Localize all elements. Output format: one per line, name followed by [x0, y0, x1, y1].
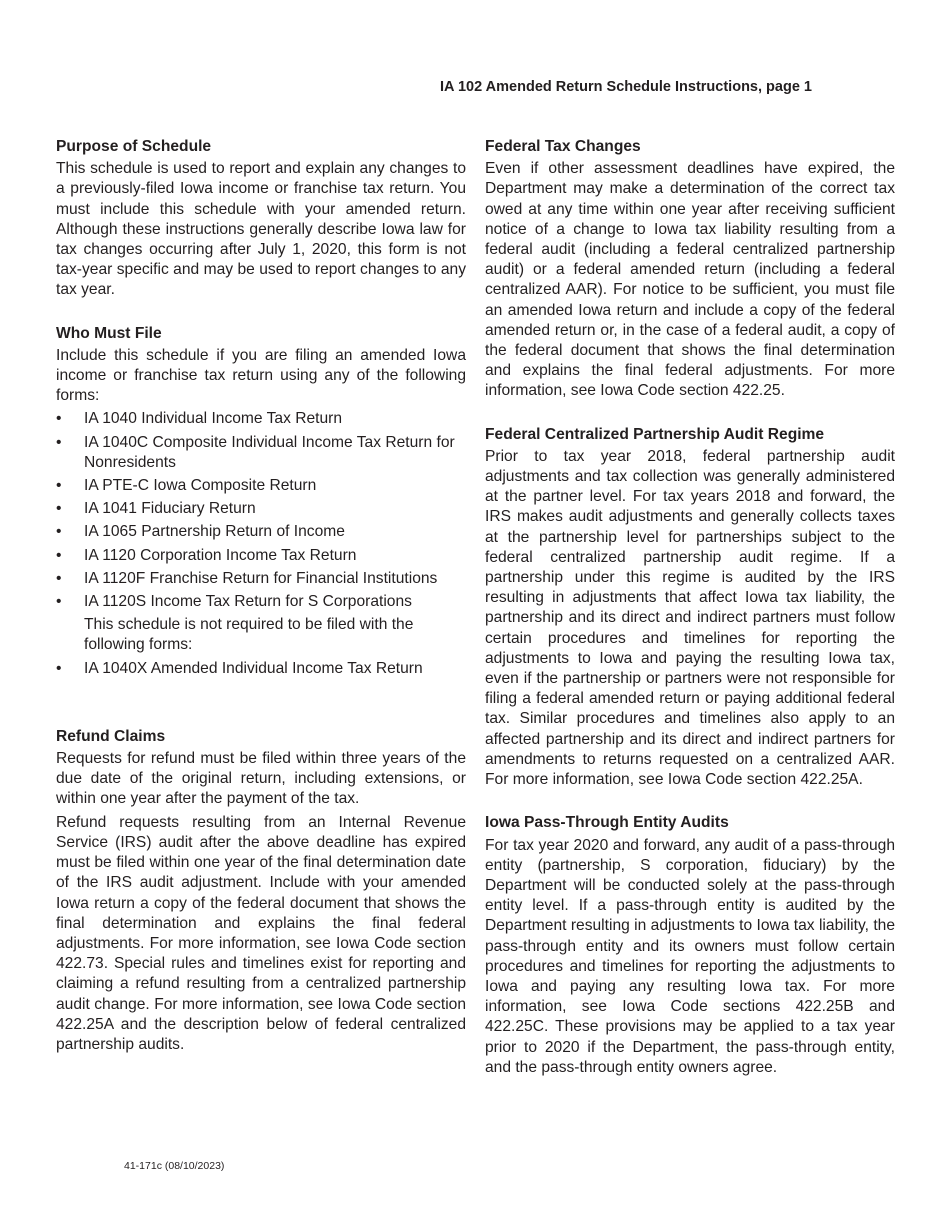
form-name: IA 1120F Franchise Return for Financial Institutions — [84, 569, 438, 587]
federal-tax-changes-text: Even if other assessment deadlines have expired, the Department may make a determination of the correct tax owed at any time within one year after receiving sufficient notice of a change to Iowa tax liability resulting from a federal audit (including a federal centralized partnership audit) or a federal amended return (including a federal centralized AAR). For notice to be sufficient, you must file an amended Iowa return and include a copy of the federal amended return or, in the case of a federal audit, a copy of the federal document that shows the final determination and explains the final federal adjustments. For more information, see Iowa Code section 422.25. — [485, 160, 895, 400]
purpose-text: This schedule is used to report and explain any changes to a previously-filed Iowa income or franchise tax return. You must include this schedule with your amended return. Although these instructions generally describe Iowa law for tax changes occurring after July 1, 2020, this form is not tax-year specific and may be used to report changes to any tax year. — [56, 160, 466, 299]
bullet-icon: • — [56, 659, 62, 677]
bullet-icon: • — [56, 477, 62, 495]
not-required-note: This schedule is not required to be filed with the following forms: — [84, 616, 414, 654]
section-centralized-audit — [485, 425, 895, 791]
pass-through-audits-text: For tax year 2020 and forward, any audit of a pass-through entity (partnership, S corporation, fiduciary) by the Department will be conducted solely at the pass-through entity level. If a pass-through entity is audited by the Department resulting in adjustments to Iowa tax liability, the pass-through entity and its owners must follow certain procedures and timelines for reporting the adjustments to Iowa and paying any resulting Iowa tax. For more information, see Iowa Code sections 422.25B and 422.25C. These provisions may be applied to a tax year prior to 2020 if the Department, the pass-through entity, and the pass-through entity owners agree. — [485, 836, 895, 1076]
form-name: IA 1041 Fiduciary Return — [84, 500, 256, 518]
centralized-audit-heading: Federal Centralized Partnership Audit Regime — [485, 425, 825, 443]
who-must-file-heading: Who Must File — [56, 324, 162, 342]
bullet-icon: • — [56, 523, 62, 541]
bullet-icon: • — [56, 410, 62, 428]
bullet-icon: • — [56, 433, 62, 451]
list-item — [56, 592, 466, 612]
bullet-icon: • — [56, 569, 62, 587]
list-item — [56, 659, 466, 679]
bullet-icon: • — [56, 500, 62, 518]
refund-claims-text-2: Refund requests resulting from an Internal Revenue Service (IRS) audit after the above deadline has expired must be filed within one year of the final determination date of the IRS audit adjustment. Include with your amended Iowa return a copy of the federal document that shows the final determination and explains the final federal adjustments. For more information, see Iowa Code section 422.73. Special rules and timelines exist for reporting and claiming a refund resulting from a centralized partnership audit change. For more information, see Iowa Code section 422.25A and the description below of federal centralized partnership audits. — [56, 813, 466, 1053]
list-item — [56, 522, 466, 542]
list-item — [56, 569, 466, 589]
list-item — [56, 433, 466, 473]
form-name: IA 1040X Amended Individual Income Tax Return — [84, 659, 423, 677]
form-code: 41-171c (08/10/2023) — [124, 1160, 225, 1172]
refund-claims-text-1: Requests for refund must be filed within three years of the due date of the original return, including extensions, or within one year after the payment of the tax. — [56, 750, 466, 808]
centralized-audit-text: Prior to tax year 2018, federal partnership audit adjustments and tax collection was generally administered at the partner level. For tax years 2018 and forward, the IRS makes audit adjustments and generally collects taxes at the partnership level for partnerships subject to the federal centralized partnership audit regime. If a partnership under this regime is audited by the IRS resulting in adjustments that affect Iowa tax liability, the partnership and its direct and indirect partners must follow certain procedures and timelines for reporting the adjustments to Iowa and paying the resulting Iowa tax, even if the partnership or partners were not responsible for filing a federal amended return or paying additional federal tax. Similar procedures and timelines also apply to an affected partnership and its direct and indirect partners for amendments to returns requested on a centralized AAR. For more information, see Iowa Code section 422.25A. — [485, 447, 895, 789]
section-pass-through-audits — [485, 813, 895, 1078]
pass-through-audits-heading: Iowa Pass-Through Entity Audits — [485, 814, 729, 832]
federal-tax-changes-heading: Federal Tax Changes — [485, 138, 641, 155]
form-name: IA PTE-C Iowa Composite Return — [84, 477, 317, 495]
form-name: IA 1040C Composite Individual Income Tax Return for Nonresidents — [84, 433, 455, 471]
section-refund-claims — [56, 727, 466, 1055]
forms-list — [56, 409, 466, 612]
list-item — [56, 546, 466, 566]
bullet-icon: • — [56, 593, 62, 611]
form-name: IA 1065 Partnership Return of Income — [84, 523, 345, 541]
section-purpose — [56, 137, 466, 301]
purpose-heading: Purpose of Schedule — [56, 138, 212, 155]
left-column — [56, 137, 466, 1078]
who-must-file-intro: Include this schedule if you are filing an amended Iowa income or franchise tax return using any of the following forms: — [56, 346, 466, 405]
bullet-icon: • — [56, 546, 62, 564]
form-name: IA 1120 Corporation Income Tax Return — [84, 546, 357, 564]
excluded-forms-list — [56, 659, 466, 679]
form-name: IA 1040 Individual Income Tax Return — [84, 410, 343, 428]
section-federal-tax-changes — [485, 137, 895, 402]
list-item — [56, 476, 466, 496]
form-name: IA 1120S Income Tax Return for S Corporations — [84, 593, 412, 611]
list-item — [56, 499, 466, 519]
right-column — [485, 137, 895, 1101]
list-item — [56, 409, 466, 429]
section-who-must-file — [56, 324, 466, 679]
refund-claims-heading: Refund Claims — [56, 727, 166, 745]
page-header-title: IA 102 Amended Return Schedule Instructions, page 1 — [440, 79, 812, 95]
